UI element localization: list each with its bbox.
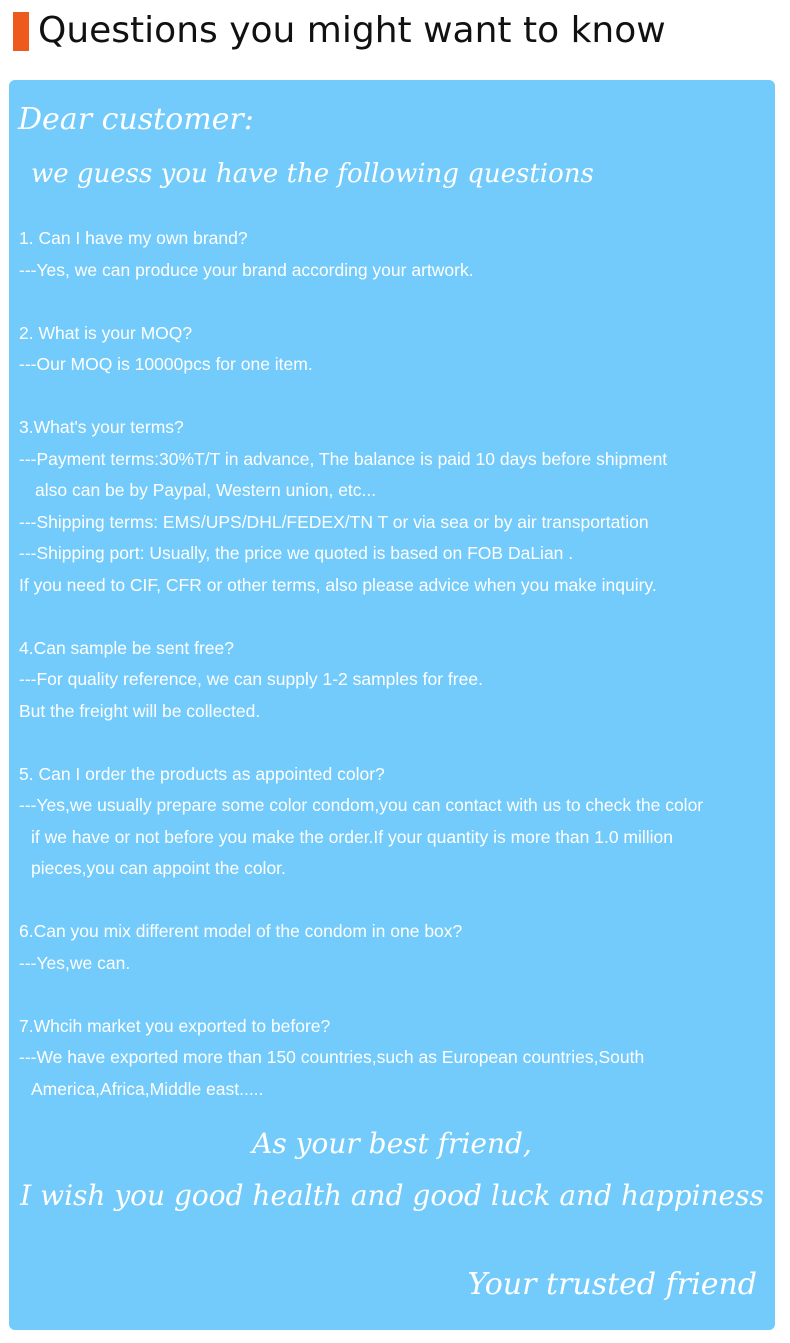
faq-answer-line: ---Shipping terms: EMS/UPS/DHL/FEDEX/TN T or via sea or by air transportation: [19, 511, 649, 532]
faq-question: 1. Can I have my own brand?: [19, 228, 248, 248]
faq-answer-line: ---Yes, we can produce your brand according your artwork.: [19, 259, 474, 280]
page-title: Questions you might want to know: [38, 10, 666, 51]
faq-answer-line: ---Yes,we usually prepare some color condom,you can contact with us to check the color: [19, 795, 704, 815]
faq-answer-line: ---Yes,we can.: [19, 952, 131, 973]
faq-question: 3.What's your terms?: [19, 417, 184, 437]
closing-line: I wish you good health and good luck and happiness: [20, 1179, 764, 1212]
faq-question: 7.Whcih market you exported to before?: [19, 1015, 331, 1036]
faq-panel: [9, 80, 775, 1330]
header-accent-bar: [13, 12, 29, 51]
signoff: Your trusted friend: [467, 1267, 757, 1302]
subgreeting: we guess you have the following questions: [31, 159, 594, 189]
faq-question: 5. Can I order the products as appointed color?: [19, 763, 385, 784]
faq-question: 2. What is your MOQ?: [19, 322, 193, 343]
faq-answer-line: America,Africa,Middle east.....: [31, 1078, 264, 1099]
faq-answer-line: But the freight will be collected.: [19, 700, 261, 721]
faq-answer-line: pieces,you can appoint the color.: [31, 858, 286, 878]
faq-answer-line: ---For quality reference, we can supply 1-2 samples for free.: [19, 669, 483, 689]
faq-answer-line: ---Shipping port: Usually, the price we quoted is based on FOB DaLian .: [19, 543, 574, 563]
faq-answer-line: ---Our MOQ is 10000pcs for one item.: [19, 354, 313, 374]
faq-answer-line: ---We have exported more than 150 countries,such as European countries,South: [19, 1047, 645, 1067]
faq-question: 6.Can you mix different model of the condom in one box?: [19, 921, 463, 941]
page-header: [0, 0, 790, 70]
faq-answer-line: ---Payment terms:30%T/T in advance, The balance is paid 10 days before shipment: [19, 448, 668, 469]
faq-answer-line: also can be by Paypal, Western union, etc...: [35, 480, 377, 500]
faq-question: 4.Can sample be sent free?: [19, 637, 234, 658]
faq-answer-line: If you need to CIF, CFR or other terms, also please advice when you make inquiry.: [19, 574, 657, 595]
greeting: Dear customer:: [18, 102, 254, 137]
closing-line: As your best friend,: [252, 1127, 532, 1160]
faq-list: [19, 223, 775, 1105]
faq-answer-line: if we have or not before you make the order.If your quantity is more than 1.0 million: [31, 826, 674, 847]
